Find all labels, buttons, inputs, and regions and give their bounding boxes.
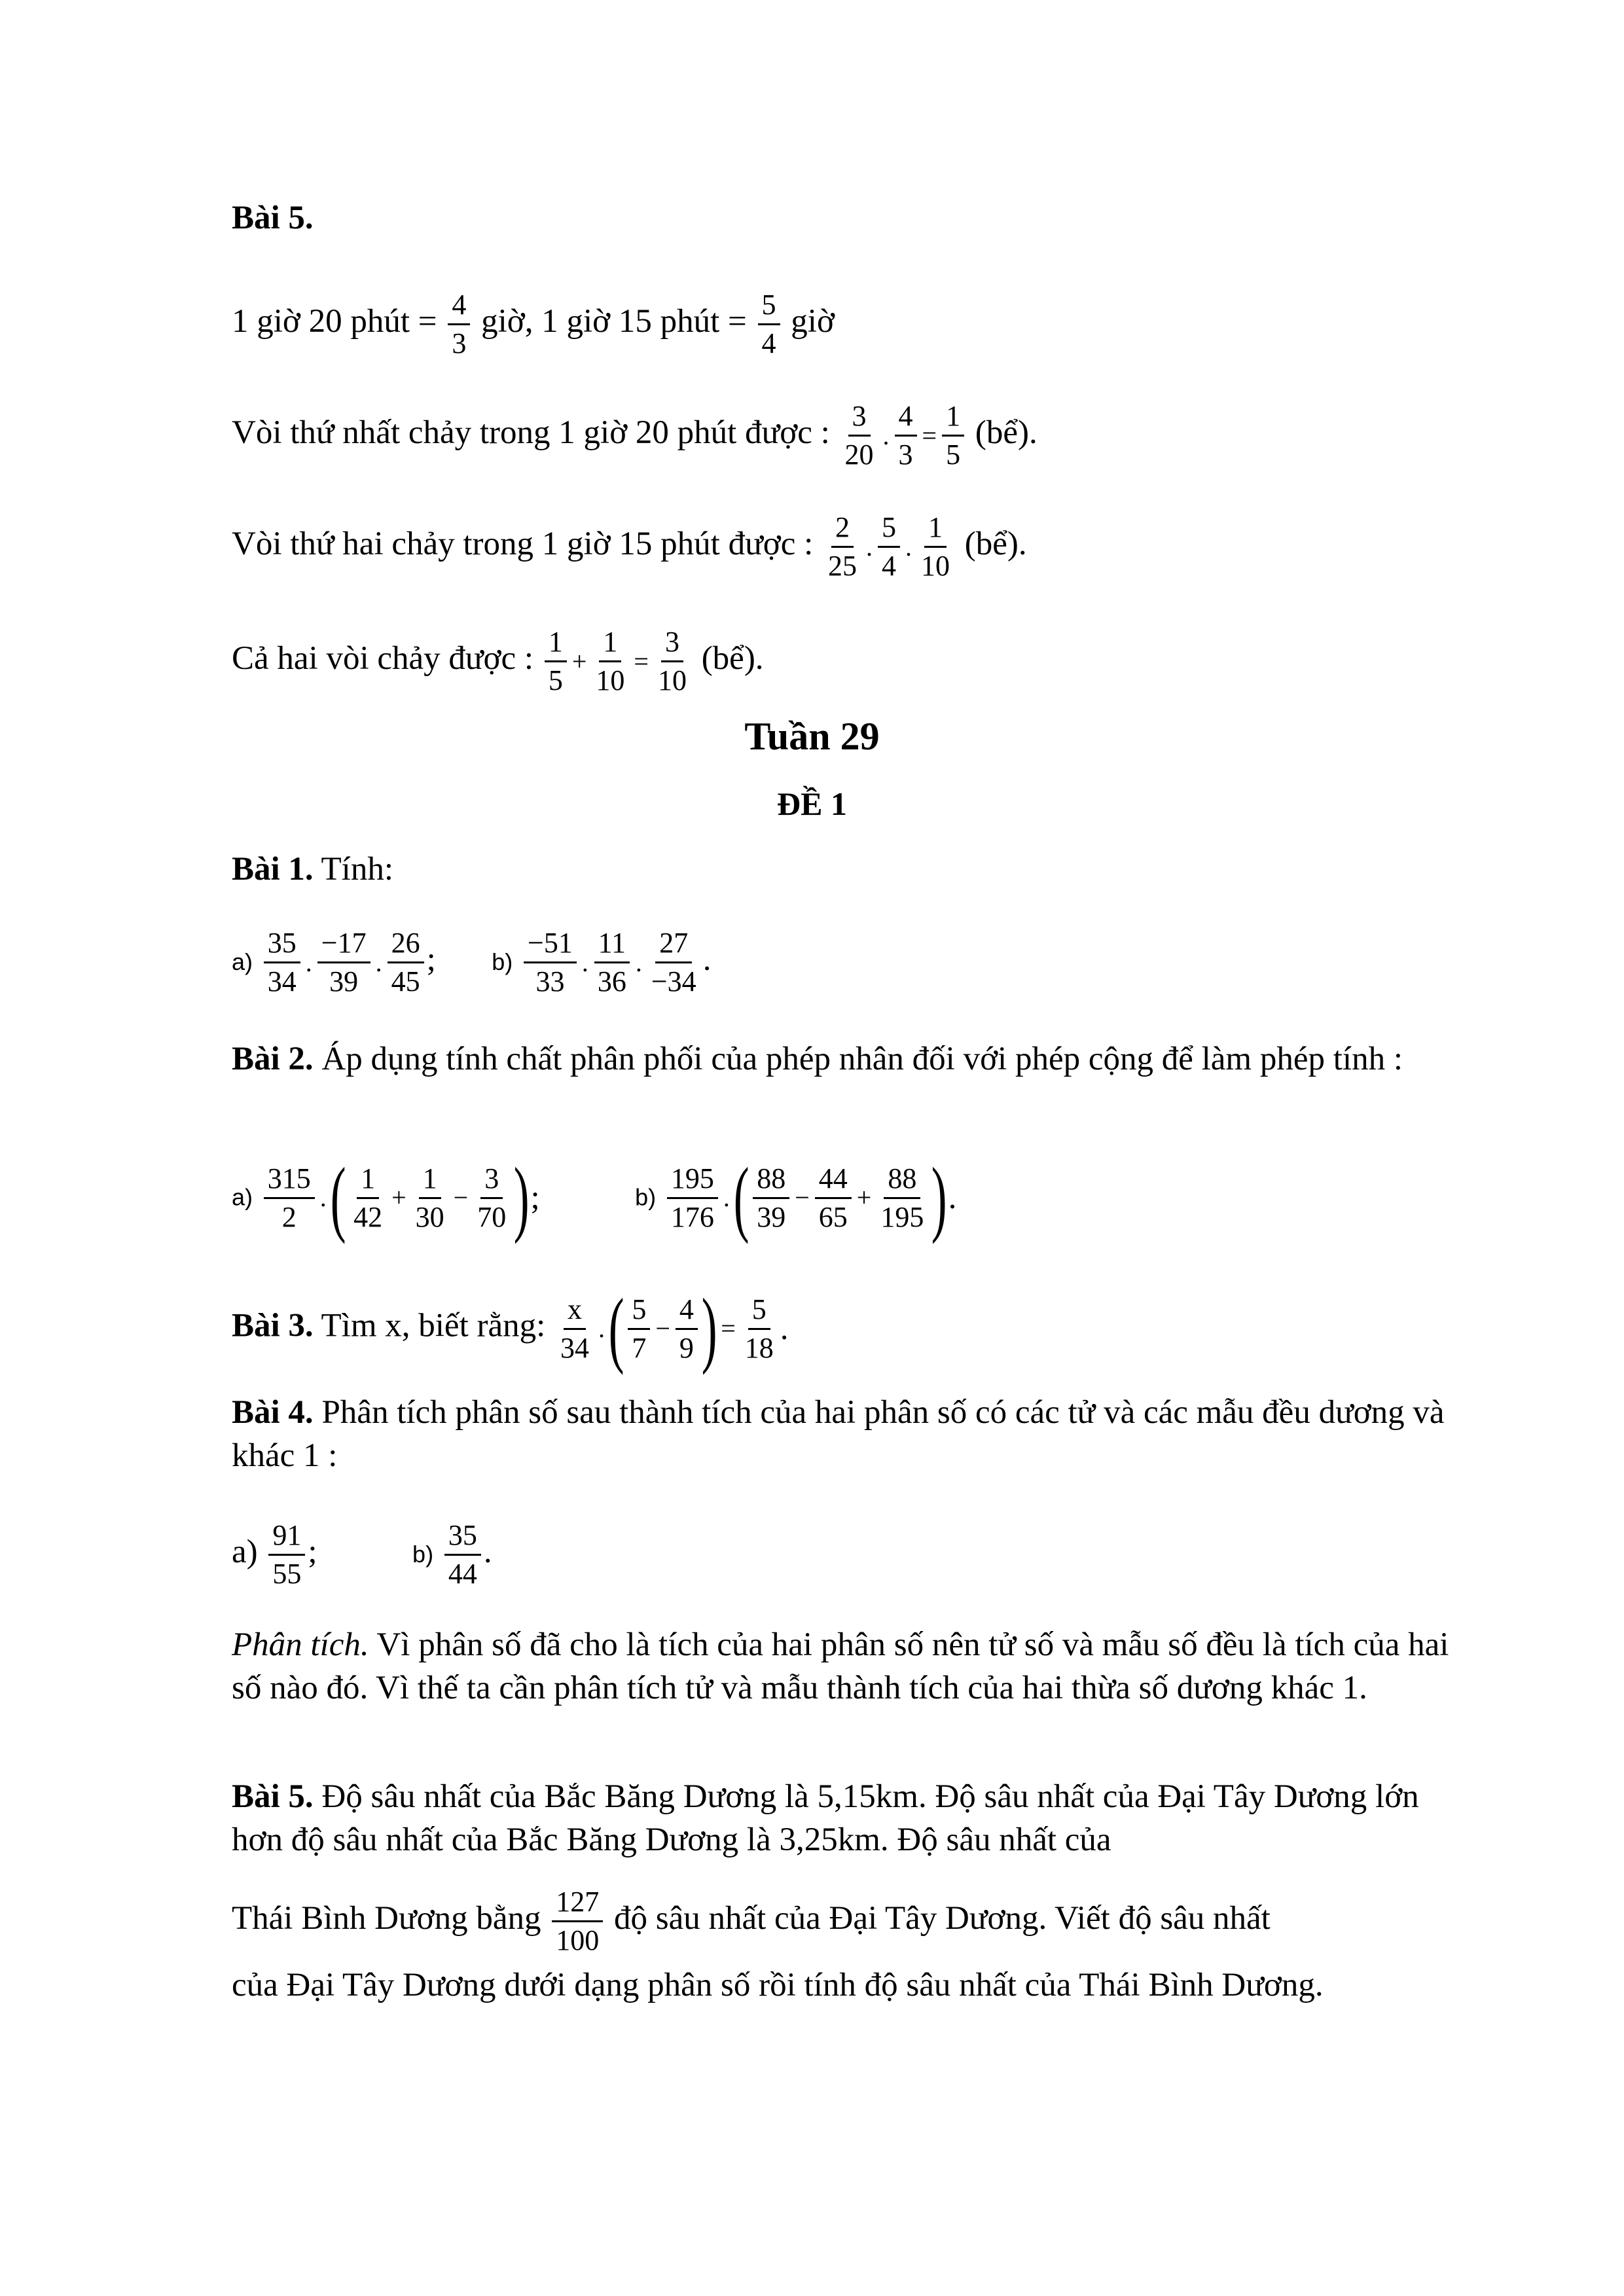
bai5-line-3: của Đại Tây Dương dưới dạng phân số rồi tính độ sâu nhất của Thái Bình Dương.	[232, 1967, 1324, 2003]
fraction: $\frac{1}{10}$	[921, 511, 950, 582]
bai4-expressions: a) $\frac{91}{55}$ ; b) $\frac{35}{44}$ .	[232, 1519, 492, 1590]
fraction: $\frac{1}{42}$	[353, 1162, 383, 1233]
fraction: $\frac{35}{44}$	[444, 1518, 481, 1591]
prev-line-2: Vòi thứ nhất chảy trong 1 giờ 20 phút được : $\frac{3}{20}$ . $\frac{4}{3}$ = $\frac{1}{5}$ (bể).	[232, 400, 1038, 471]
bai2-heading: Bài 2. Áp dụng tính chất phân phối của phép nhân đối với phép cộng để làm phép tính :	[232, 1041, 1403, 1077]
fraction: $\frac{4}{3}$	[895, 399, 917, 472]
bai3: Bài 3. Tìm x, biết rằng: $\frac{x}{34}$ . ( $\frac{5}{7}$ − $\frac{4}{9}$ ) = $\frac{5}{18}$ .	[232, 1282, 789, 1376]
fraction: $\frac{127}{100}$	[552, 1885, 603, 1958]
fraction: $\frac{27}{-34}$	[651, 927, 696, 997]
fraction: $\frac{1}{30}$	[415, 1162, 444, 1233]
fraction: $\frac{195}{176}$	[667, 1162, 718, 1234]
prev-line-4: Cả hai vòi chảy được : $\frac{1}{5}$ + $\frac{1}{10}$ = $\frac{3}{10}$ (bể).	[232, 626, 764, 696]
bai5-paragraph-1: Bài 5. Độ sâu nhất của Bắc Băng Dương là 5,15km. Độ sâu nhất của Đại Tây Dương lớn hơn độ sâu nhất của Bắc Băng Dương là 3,25km. Độ sâu nhất của	[232, 1778, 1419, 1858]
fraction: $\frac{11}{36}$	[594, 926, 630, 999]
prev-line-3: Vòi thứ hai chảy trong 1 giờ 15 phút được : $\frac{2}{25}$ . $\frac{5}{4}$ . $\frac{1}{10}$ (bể).	[232, 511, 1027, 582]
fraction: $\frac{1}{5}$	[545, 625, 567, 698]
fraction: $\frac{4}{3}$	[448, 288, 470, 361]
fraction: $\frac{3}{20}$	[844, 400, 874, 471]
bai4-heading: Bài 4. Phân tích phân số sau thành tích của hai phân số có các tử và các mẫu đều dương và khác 1 :	[232, 1394, 1445, 1474]
fraction: $\frac{1}{5}$	[942, 399, 964, 472]
analysis-paragraph: Phân tích. Vì phân số đã cho là tích của hai phân số nên tử số và mẫu số đều là tích của hai số nào đó. Vì thế ta cần phân tích tử và mẫu thành tích của hai thừa số dương khác 1.	[232, 1626, 1449, 1706]
fraction: $\frac{5}{4}$	[878, 511, 900, 583]
fraction: $\frac{44}{65}$	[815, 1162, 852, 1234]
fraction: $\frac{315}{2}$	[264, 1162, 315, 1234]
fraction: $\frac{x}{34}$	[560, 1293, 590, 1364]
fraction: $\frac{88}{195}$	[880, 1162, 924, 1233]
fraction: $\frac{3}{70}$	[477, 1162, 507, 1233]
prev-bai5-heading: Bài 5.	[232, 200, 314, 236]
test-title: ĐỀ 1	[777, 785, 847, 822]
fraction: $\frac{26}{45}$	[388, 926, 424, 999]
bai2-expressions: a) $\frac{315}{2}$ . ( $\frac{1}{42}$ + $\frac{1}{30}$ − $\frac{3}{70}$ ) ; b) $\frac{195}{176}$ . ( $\frac{88}{39}$ − $\frac{44}{65}$ + $\frac{88}{195}$ ) .	[232, 1151, 957, 1245]
prev-line-1: 1 giờ 20 phút = $\frac{4}{3}$ giờ, 1 giờ 15 phút = $\frac{5}{4}$ giờ	[232, 289, 835, 359]
bai1-heading: Bài 1. Tính:	[232, 851, 394, 888]
fraction: $\frac{91}{55}$	[268, 1518, 305, 1591]
fraction: $\frac{-17}{39}$	[317, 926, 370, 999]
fraction: $\frac{88}{39}$	[753, 1162, 789, 1234]
bai1-expressions: a) $\frac{35}{34}$ . $\frac{-17}{39}$ . $\frac{26}{45}$ ; b) $\frac{-51}{33}$ . $\frac{11}{36}$ . $\frac{27}{-34}$ .	[232, 927, 712, 997]
bai5-line-2: Thái Bình Dương bằng $\frac{127}{100}$ độ sâu nhất của Đại Tây Dương. Viết độ sâu nhất	[232, 1886, 1271, 1956]
week-title: Tuần 29	[744, 715, 880, 758]
fraction: $\frac{5}{7}$	[628, 1293, 650, 1365]
fraction: $\frac{2}{25}$	[828, 511, 857, 582]
fraction: $\frac{5}{4}$	[758, 288, 780, 361]
fraction: $\frac{-51}{33}$	[524, 926, 577, 999]
fraction: $\frac{35}{34}$	[264, 926, 300, 999]
fraction: $\frac{3}{10}$	[657, 626, 687, 696]
fraction: $\frac{5}{18}$	[744, 1293, 774, 1364]
fraction: $\frac{4}{9}$	[676, 1293, 698, 1365]
fraction: $\frac{1}{10}$	[596, 626, 625, 696]
